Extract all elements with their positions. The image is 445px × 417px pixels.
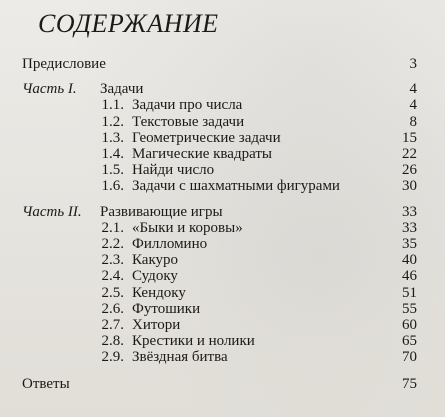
page-title: СОДЕРЖАНИЕ [38, 9, 219, 38]
answers-page: 75 [402, 376, 417, 392]
toc-row-preface [0, 55, 445, 73]
section-title: Судоку [132, 268, 178, 284]
section-number: 2.3. [101, 252, 124, 268]
section-page: 70 [402, 349, 417, 365]
section-title: Геометрические задачи [132, 130, 281, 146]
section-number: 2.1. [101, 220, 124, 236]
section-number: 2.2. [101, 236, 124, 252]
toc-row-answers [0, 375, 445, 393]
section-number: 2.8. [101, 333, 124, 349]
part-2-title: Развивающие игры [100, 204, 223, 220]
section-title: Найди число [132, 162, 215, 178]
section-title: Филломино [132, 236, 208, 252]
section-title: Текстовые задачи [132, 114, 245, 130]
section-number: 1.6. [101, 178, 124, 194]
section-page: 65 [402, 333, 417, 349]
preface-page: 3 [409, 56, 417, 72]
section-title: Магические квадраты [132, 146, 272, 162]
section-number: 2.5. [101, 285, 124, 301]
section-number: 1.1. [101, 97, 124, 113]
section-title: Хитори [132, 317, 181, 333]
toc-row-section [0, 348, 445, 366]
section-title: Звёздная битва [132, 349, 228, 365]
part-1-label: Часть I. [22, 81, 77, 97]
section-number: 2.6. [101, 301, 124, 317]
section-number: 2.7. [101, 317, 124, 333]
toc-row-section [0, 267, 445, 285]
section-page: 46 [402, 268, 417, 284]
section-title: Какуро [132, 252, 179, 268]
part-2-page: 33 [402, 204, 417, 220]
section-number: 2.4. [101, 268, 124, 284]
section-page: 22 [402, 146, 417, 162]
toc-row-section [0, 177, 445, 195]
preface-label: Предисловие [22, 56, 106, 72]
section-number: 1.3. [101, 130, 124, 146]
section-page: 33 [402, 220, 417, 236]
section-page: 8 [409, 114, 417, 130]
section-number: 1.2. [101, 114, 124, 130]
answers-label: Ответы [22, 376, 70, 392]
part-1-page: 4 [409, 81, 417, 97]
section-title: Задачи с шахматными фигурами [132, 178, 340, 194]
section-page: 40 [402, 252, 417, 268]
section-page: 51 [402, 285, 417, 301]
section-page: 15 [402, 130, 417, 146]
section-title: Крестики и нолики [132, 333, 255, 349]
section-page: 55 [402, 301, 417, 317]
section-title: Футошики [132, 301, 201, 317]
section-number: 1.4. [101, 146, 124, 162]
section-number: 2.9. [101, 349, 124, 365]
section-title: «Быки и коровы» [132, 220, 243, 236]
section-page: 35 [402, 236, 417, 252]
part-1-title: Задачи [100, 81, 144, 97]
toc-row-section [0, 96, 445, 114]
section-title: Кендоку [132, 285, 186, 301]
section-page: 30 [402, 178, 417, 194]
section-page: 60 [402, 317, 417, 333]
section-page: 26 [402, 162, 417, 178]
part-2-label: Часть II. [22, 204, 82, 220]
section-page: 4 [409, 97, 417, 113]
section-title: Задачи про числа [132, 97, 243, 113]
section-number: 1.5. [101, 162, 124, 178]
